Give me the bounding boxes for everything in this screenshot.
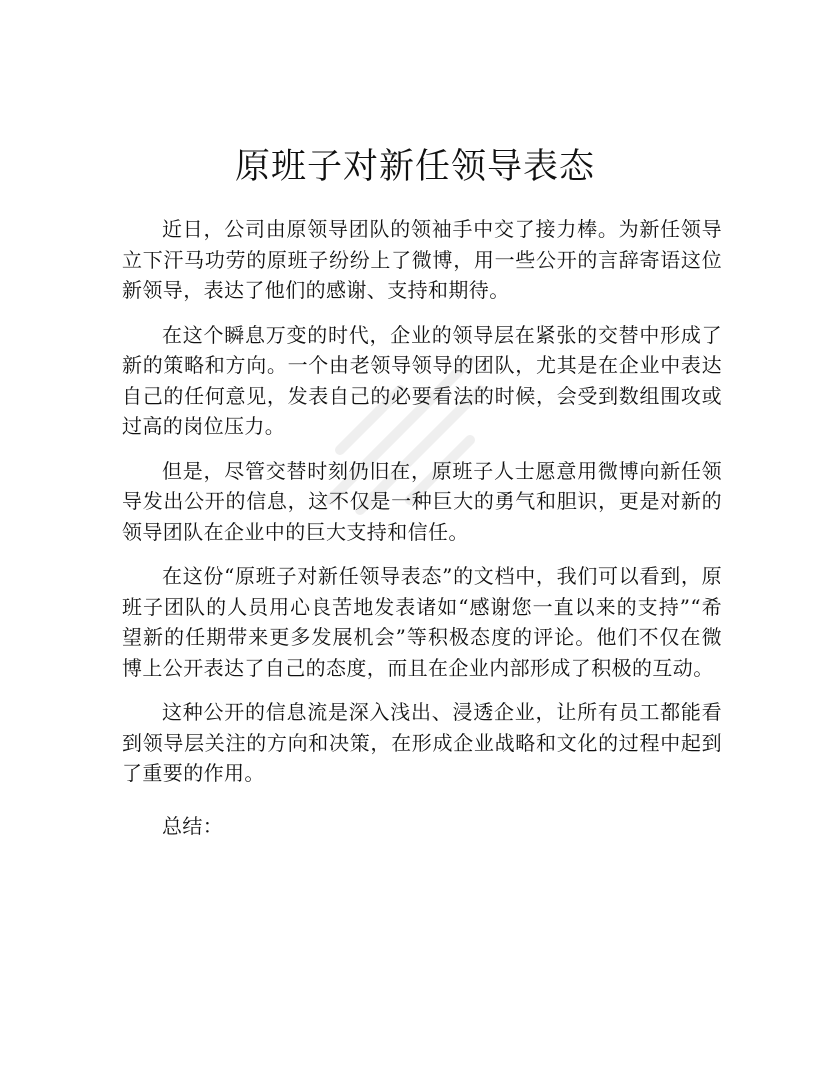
paragraph-1: 近日，公司由原领导团队的领袖手中交了接力棒。为新任领导立下汗马功劳的原班子纷纷上了微博，用一些公开的言辞寄语这位新领导，表达了他们的感谢、支持和期待。 xyxy=(122,217,722,302)
paragraph-4: 在这份“原班子对新任领导表态”的文档中，我们可以看到，原班子团队的人员用心良苦地发表诸如“感谢您一直以来的支持”“希望新的任期带来更多发展机会”等积极态度的评论。他们不仅在微博上公开表达了自己的态度，而且在企业内部形成了积极的互动。 xyxy=(122,564,722,680)
summary-label: 总结： xyxy=(162,813,224,838)
paragraph-5: 这种公开的信息流是深入浅出、浸透企业，让所有员工都能看到领导层关注的方向和决策，在形成企业战略和文化的过程中起到了重要的作用。 xyxy=(122,700,722,785)
document-body xyxy=(122,214,722,855)
document-title: 原班子对新任领导表态 xyxy=(234,147,595,187)
paragraph-3: 但是，尽管交替时刻仍旧在，原班子人士愿意用微博向新任领导发出公开的信息，这不仅是一种巨大的勇气和胆识，更是对新的领导团队在企业中的巨大支持和信任。 xyxy=(122,458,722,544)
paragraph-2: 在这个瞬息万变的时代，企业的领导层在紧张的交替中形成了新的策略和方向。一个由老领导领导的团队，尤其是在企业中表达自己的任何意见，发表自己的必要看法的时候，会受到数组围攻或过高的岗位压力。 xyxy=(122,322,722,438)
